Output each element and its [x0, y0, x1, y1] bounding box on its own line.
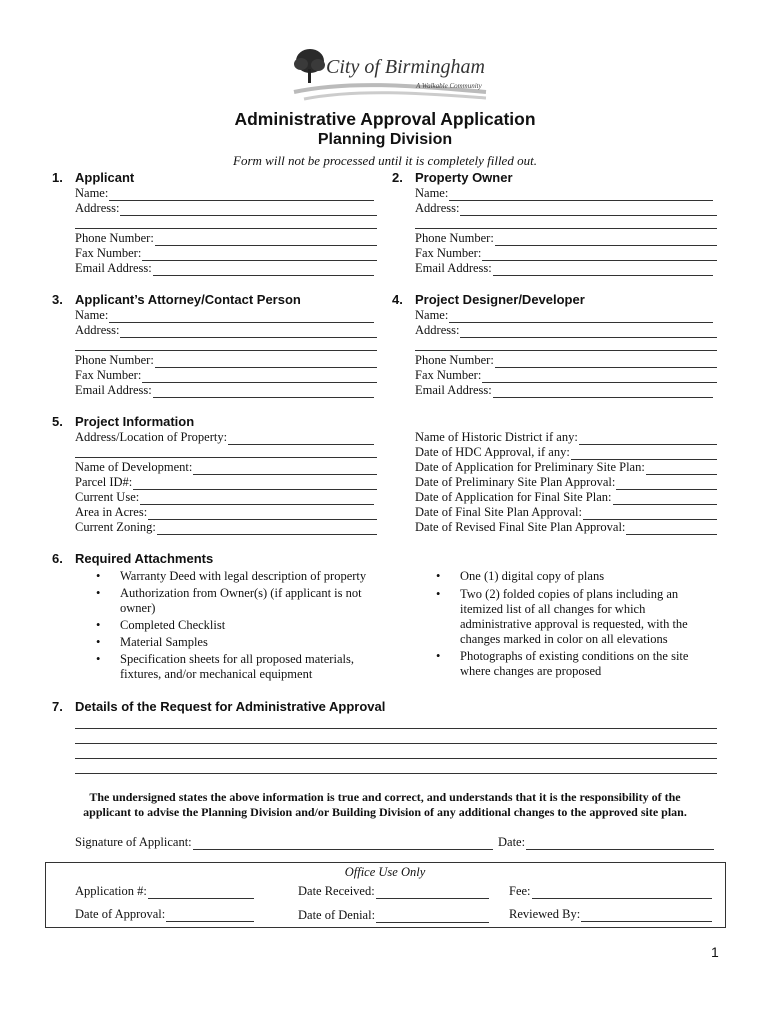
attorney-address-line-2[interactable]: [75, 350, 377, 351]
logo-name: City of Birmingham: [326, 56, 485, 78]
signature-field[interactable]: Signature of Applicant:: [75, 835, 493, 850]
application-number-field[interactable]: Application #:: [75, 884, 254, 899]
designer-address-line-2[interactable]: [415, 350, 717, 351]
details-line-4[interactable]: [75, 773, 717, 774]
final-application-date-field[interactable]: Date of Application for Final Site Plan:: [415, 490, 717, 505]
page-subtitle: Planning Division: [317, 131, 453, 148]
reviewed-by-field[interactable]: Reviewed By:: [509, 907, 712, 922]
section-7-number: 7.: [52, 699, 63, 714]
fee-field[interactable]: Fee:: [509, 884, 712, 899]
hdc-approval-date-field[interactable]: Date of HDC Approval, if any:: [415, 445, 717, 460]
owner-address-field[interactable]: Address:: [415, 201, 717, 216]
section-4-number: 4.: [392, 292, 403, 307]
current-zoning-field[interactable]: Current Zoning:: [75, 520, 377, 535]
development-name-field[interactable]: Name of Development:: [75, 460, 377, 475]
attorney-email-field[interactable]: Email Address:: [75, 383, 374, 398]
section-1-number: 1.: [52, 170, 63, 185]
owner-address-line-2[interactable]: [415, 228, 717, 229]
owner-name-field[interactable]: Name:: [415, 186, 713, 201]
designer-fax-field[interactable]: Fax Number:: [415, 368, 717, 383]
applicant-address-field[interactable]: Address:: [75, 201, 377, 216]
attorney-name-field[interactable]: Name:: [75, 308, 374, 323]
form-notice: Form will not be processed until it is completely filled out.: [233, 153, 537, 168]
signature-date-field[interactable]: Date:: [498, 835, 714, 850]
date-of-approval-field[interactable]: Date of Approval:: [75, 907, 254, 922]
city-logo: [290, 42, 490, 106]
property-address-line-2[interactable]: [75, 457, 377, 458]
details-line-3[interactable]: [75, 758, 717, 759]
designer-email-field[interactable]: Email Address:: [415, 383, 713, 398]
final-approval-date-field[interactable]: Date of Final Site Plan Approval:: [415, 505, 717, 520]
certification-statement-line-1: The undersigned states the above information is true and correct, and understands that it is the responsibility of the: [89, 790, 681, 804]
prelim-approval-date-field[interactable]: Date of Preliminary Site Plan Approval:: [415, 475, 717, 490]
historic-district-field[interactable]: Name of Historic District if any:: [415, 430, 717, 445]
section-3-title: Applicant’s Attorney/Contact Person: [75, 292, 301, 307]
attorney-address-field[interactable]: Address:: [75, 323, 377, 338]
section-2-title: Property Owner: [415, 170, 513, 185]
area-acres-field[interactable]: Area in Acres:: [75, 505, 377, 520]
owner-fax-field[interactable]: Fax Number:: [415, 246, 717, 261]
office-use-title: Office Use Only: [344, 865, 426, 879]
designer-phone-field[interactable]: Phone Number:: [415, 353, 717, 368]
owner-email-field[interactable]: Email Address:: [415, 261, 713, 276]
section-1-title: Applicant: [75, 170, 135, 185]
applicant-phone-field[interactable]: Phone Number:: [75, 231, 377, 246]
certification-statement-line-2: applicant to advise the Planning Division and/or Building Division of any additional changes to the approved site plan.: [83, 805, 687, 819]
applicant-name-field[interactable]: Name:: [75, 186, 374, 201]
section-5-title: Project Information: [75, 414, 195, 429]
section-3-number: 3.: [52, 292, 63, 307]
section-2-number: 2.: [392, 170, 403, 185]
date-received-field[interactable]: Date Received:: [298, 884, 489, 899]
attorney-phone-field[interactable]: Phone Number:: [75, 353, 377, 368]
logo-tagline: A Walkable Community: [416, 82, 482, 90]
details-line-1[interactable]: [75, 728, 717, 729]
section-4-title: Project Designer/Developer: [415, 292, 585, 307]
designer-name-field[interactable]: Name:: [415, 308, 713, 323]
applicant-email-field[interactable]: Email Address:: [75, 261, 374, 276]
page-title: Administrative Approval Application: [234, 109, 536, 129]
prelim-application-date-field[interactable]: Date of Application for Preliminary Site Plan:: [415, 460, 717, 475]
page-number: 1: [711, 944, 719, 960]
details-line-2[interactable]: [75, 743, 717, 744]
date-of-denial-field[interactable]: Date of Denial:: [298, 908, 489, 923]
parcel-id-field[interactable]: Parcel ID#:: [75, 475, 377, 490]
property-address-field[interactable]: Address/Location of Property:: [75, 430, 374, 445]
attorney-fax-field[interactable]: Fax Number:: [75, 368, 377, 383]
revised-approval-date-field[interactable]: Date of Revised Final Site Plan Approval:: [415, 520, 717, 535]
section-6-title: Required Attachments: [75, 551, 214, 566]
current-use-field[interactable]: Current Use:: [75, 490, 374, 505]
applicant-address-line-2[interactable]: [75, 228, 377, 229]
section-5-number: 5.: [52, 414, 63, 429]
designer-address-field[interactable]: Address:: [415, 323, 717, 338]
section-6-number: 6.: [52, 551, 63, 566]
applicant-fax-field[interactable]: Fax Number:: [75, 246, 377, 261]
section-7-title: Details of the Request for Administrative Approval: [75, 699, 386, 714]
owner-phone-field[interactable]: Phone Number:: [415, 231, 717, 246]
